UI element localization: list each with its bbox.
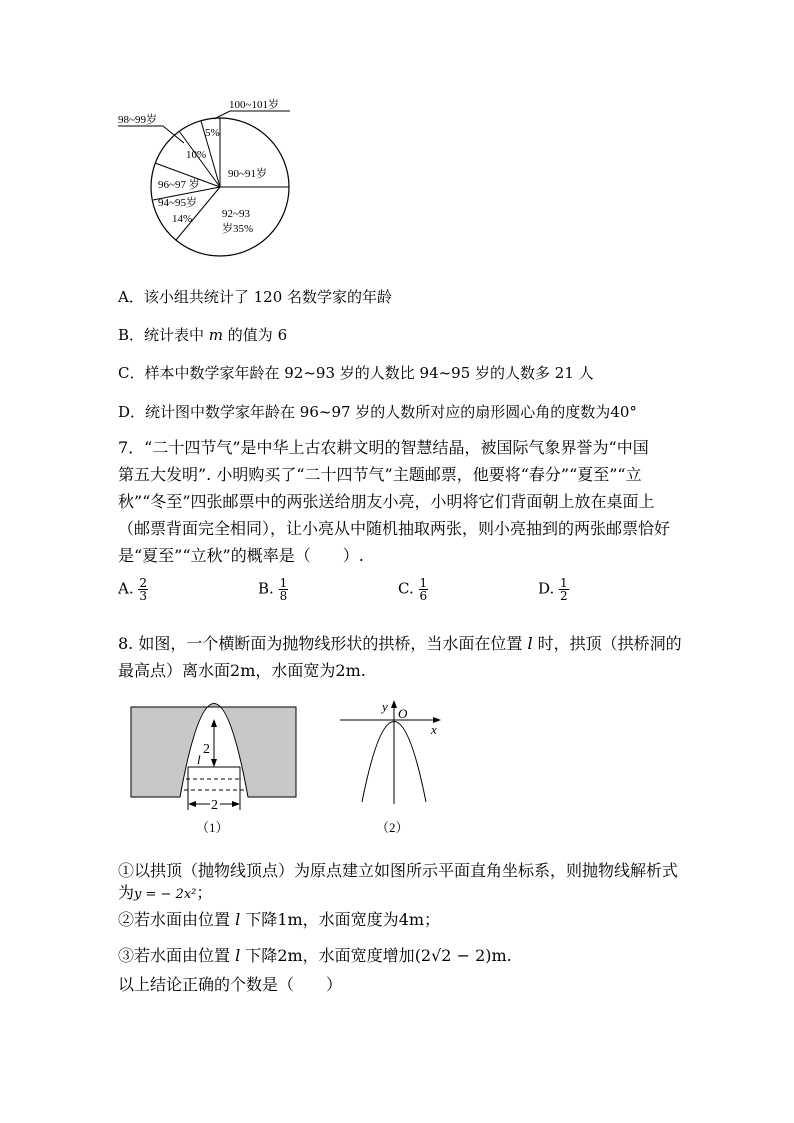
figure-arch-bridge — [125, 700, 300, 840]
fraction: $\frac{1}{8}$ — [279, 576, 288, 603]
q7-option-a — [118, 577, 148, 602]
arrow-head — [188, 801, 196, 807]
q7-option-d — [538, 577, 569, 602]
q7-line: 是“夏至”“立秋”的概率是（ ）. — [118, 546, 364, 565]
label-pct-5: 5% — [205, 127, 220, 139]
q7-option-b — [258, 577, 288, 602]
q6-option-d-text: D．统计图中数学家年龄在 96~97 岁的人数所对应的扇形圆心角的度数为 — [118, 403, 611, 421]
label-pct-10: 10% — [186, 149, 207, 161]
option-label: C. — [398, 579, 414, 598]
q7-line: 7．“二十四节气”是中华上古农耕文明的智慧结晶，被国际气象界誉为“中国 — [118, 438, 649, 457]
arrow-head — [211, 719, 217, 727]
q8-line: 最高点）离水面2m，水面宽为2m. — [118, 661, 366, 680]
label-pct-14: 14% — [172, 213, 193, 225]
q7-stem — [118, 434, 670, 569]
option-label: D. — [538, 579, 555, 598]
q6-option-b-suffix: 的值为 6 — [223, 326, 288, 344]
q6-option-d — [118, 401, 637, 422]
width-label: 2 — [211, 798, 218, 813]
label-92-93-pct: 岁35% — [222, 223, 254, 235]
label-92-93: 92~93 — [222, 208, 250, 220]
label-98-99: 98~99岁 — [118, 114, 157, 126]
leader-line-98-99 — [118, 126, 184, 143]
fraction: $\frac{1}{2}$ — [560, 576, 568, 603]
option-label: A. — [118, 579, 134, 598]
figure-2-caption: （2） — [376, 820, 409, 835]
fraction: $\frac{2}{3}$ — [139, 576, 148, 603]
label-94-95: 94~95岁 — [158, 197, 197, 209]
line-label-l: l — [197, 752, 201, 767]
label-90-91: 90~91岁 — [228, 168, 267, 180]
x-axis-label: x — [431, 722, 437, 737]
figure-1-caption: （1） — [196, 820, 229, 835]
label-96-97: 96~97 岁 — [158, 179, 200, 191]
q8-closing: 以上结论正确的个数是（ ） — [118, 975, 343, 994]
y-axis-arrow — [391, 700, 397, 708]
label-100-101: 100~101岁 — [229, 99, 279, 111]
q8-statement-3: ③若水面由位置 l 下降2m，水面宽度增加(2√2 − 2)m. — [118, 946, 512, 965]
q6-option-c: C．样本中数学家年龄在 92~93 岁的人数比 94~95 岁的人数多 21 人 — [118, 364, 594, 382]
q6-option-d-value: 40° — [610, 403, 637, 421]
q7-line: 第五大发明”. 小明购买了“二十四节气”主题邮票，他要将“春分”“夏至”“立 — [118, 465, 642, 484]
q8-statement-1: ①以拱顶（抛物线顶点）为原点建立如图所示平面直角坐标系，则抛物线解析式 为y = − 2x²； — [118, 861, 679, 902]
option-label: B. — [258, 579, 274, 598]
q8-line: 8. 如图，一个横断面为抛物线形状的拱桥，当水面在位置 l 时，拱顶（拱桥洞的 — [118, 634, 682, 653]
q8-stem — [118, 630, 682, 684]
origin-label: O — [398, 706, 408, 721]
q7-line: 秋”“冬至”四张邮票中的两张送给朋友小亮，小明将它们背面朝上放在桌面上 — [118, 492, 655, 511]
q6-option-b-var: m — [208, 326, 224, 344]
fraction: $\frac{1}{6}$ — [419, 576, 428, 603]
q6-option-a: A．该小组共统计了 120 名数学家的年龄 — [118, 288, 393, 306]
pie-chart — [110, 95, 310, 265]
arrow-head — [232, 801, 240, 807]
arrow-head — [211, 759, 217, 767]
q7-line: （邮票背面完全相同），让小亮从中随机抽取两张，则小亮抽到的两张邮票恰好 — [118, 519, 671, 538]
q8-statement-2: ②若水面由位置 l 下降1m，水面宽度为4m； — [118, 910, 441, 929]
q6-option-b — [118, 324, 287, 345]
figure-parabola — [335, 695, 450, 840]
q7-option-c — [398, 577, 428, 602]
q6-option-b-prefix: B．统计表中 — [118, 326, 209, 344]
y-axis-label: y — [382, 699, 388, 714]
height-label: 2 — [203, 742, 210, 757]
